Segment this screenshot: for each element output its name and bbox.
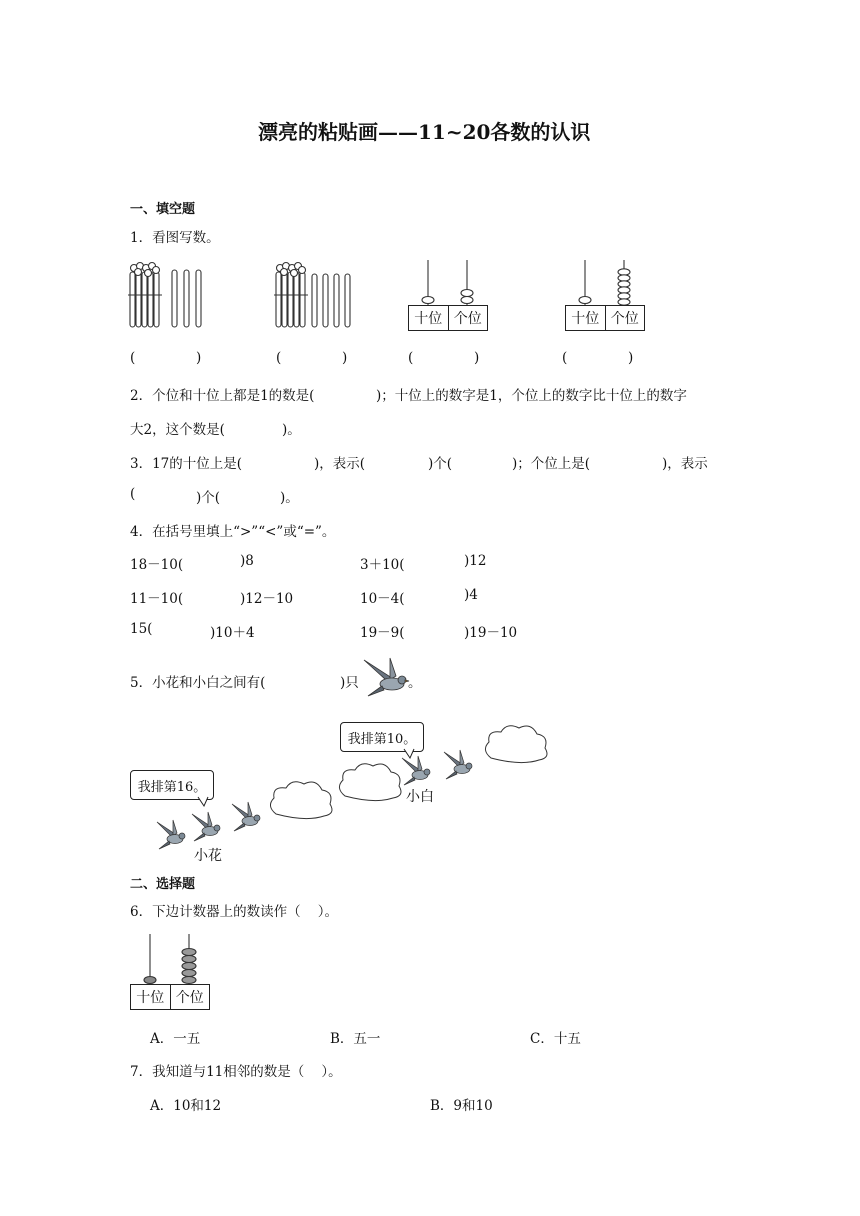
abacus-label-box xyxy=(408,305,488,331)
answer-blank-open: ( xyxy=(408,350,414,366)
cloud-icon xyxy=(335,758,405,802)
compare-item: 11－10( xyxy=(130,591,184,607)
section-fill-in: 一、填空题 xyxy=(130,202,196,217)
tens-label: 十位 xyxy=(414,311,443,327)
question-3-part: )个( xyxy=(196,490,221,506)
question-5: )只 xyxy=(340,675,359,691)
question-2-line2b: )。 xyxy=(282,422,301,438)
question-4: 4．在括号里填上“>”“<”或“=”。 xyxy=(130,524,336,540)
compare-item: )8 xyxy=(240,553,254,569)
answer-blank-open: ( xyxy=(562,350,568,366)
question-5: 5．小花和小白之间有( xyxy=(130,675,266,691)
abacus-rods-icon xyxy=(565,260,645,306)
speech-bubble-right: 我排第10。 xyxy=(340,722,424,752)
question-3-part: )个( xyxy=(428,456,453,472)
compare-item: 19－9( xyxy=(360,625,405,641)
answer-blank-close: ) xyxy=(196,350,202,366)
pigeon-icon xyxy=(362,658,412,700)
ones-label: 个位 xyxy=(605,306,645,330)
name-xiaobai: 小白 xyxy=(406,789,434,805)
compare-item: )4 xyxy=(464,587,478,603)
compare-item: )12－10 xyxy=(240,591,294,607)
question-1: 1．看图写数。 xyxy=(130,230,220,246)
question-6: 6．下边计数器上的数读作（ ）。 xyxy=(130,904,339,920)
answer-blank-close: ) xyxy=(474,350,480,366)
compare-item: 10－4( xyxy=(360,591,405,607)
question-3-part: )，表示 xyxy=(662,456,708,472)
answer-blank-close: ) xyxy=(628,350,634,366)
bundle-sticks-icon xyxy=(128,262,208,332)
abacus-label-box xyxy=(565,305,645,331)
name-xiaohua: 小花 xyxy=(194,848,222,864)
question-3-part: )，表示( xyxy=(314,456,366,472)
compare-item: )19－10 xyxy=(464,625,518,641)
option-a[interactable]: A．一五 xyxy=(150,1031,201,1047)
compare-item: 3＋10( xyxy=(360,557,405,573)
question-2-line2: 大2，这个数是( xyxy=(130,422,225,438)
question-2-line1: 2．个位和十位上都是1的数是( xyxy=(130,388,315,404)
option-a[interactable]: A．10和12 xyxy=(150,1098,222,1114)
pigeon-icon xyxy=(400,756,434,788)
compare-item: 18－10( xyxy=(130,557,184,573)
question-2-line1b: )；十位上的数字是1，个位上的数字比十位上的数字 xyxy=(376,388,687,404)
abacus-rods-icon xyxy=(408,260,488,306)
abacus-label-box xyxy=(130,984,210,1010)
question-5-end: 。 xyxy=(408,675,422,691)
cloud-icon xyxy=(481,720,551,764)
option-c[interactable]: C．十五 xyxy=(530,1031,581,1047)
option-b[interactable]: B．五一 xyxy=(330,1031,381,1047)
pigeon-icon xyxy=(442,750,476,782)
speech-bubble-left: 我排第16。 xyxy=(130,770,214,800)
compare-item: )12 xyxy=(464,553,487,569)
ones-label: 个位 xyxy=(170,985,210,1009)
tens-label: 十位 xyxy=(136,990,165,1006)
pigeon-icon xyxy=(230,802,264,834)
tens-label: 十位 xyxy=(571,311,600,327)
ones-label: 个位 xyxy=(448,306,488,330)
section-choice: 二、选择题 xyxy=(130,877,196,892)
pigeon-icon xyxy=(155,820,189,852)
option-b[interactable]: B．9和10 xyxy=(430,1098,493,1114)
bubble-tail xyxy=(198,797,210,807)
answer-blank-open: ( xyxy=(130,350,136,366)
cloud-icon xyxy=(266,776,336,820)
question-3-part: 3．17的十位上是( xyxy=(130,456,243,472)
compare-item: 15( xyxy=(130,621,153,637)
pigeon-icon xyxy=(190,812,224,844)
question-3-part: )；个位上是( xyxy=(512,456,591,472)
abacus-rods-icon xyxy=(130,934,210,986)
question-3-part: ( xyxy=(130,486,136,502)
bundle-sticks-icon xyxy=(274,262,364,332)
question-3-part: )。 xyxy=(280,490,299,506)
page-title: 漂亮的粘贴画——11~20各数的认识 xyxy=(258,120,591,144)
question-7: 7．我知道与11相邻的数是（ ）。 xyxy=(130,1064,342,1080)
answer-blank-open: ( xyxy=(276,350,282,366)
compare-item: )10＋4 xyxy=(210,625,255,641)
answer-blank-close: ) xyxy=(342,350,348,366)
